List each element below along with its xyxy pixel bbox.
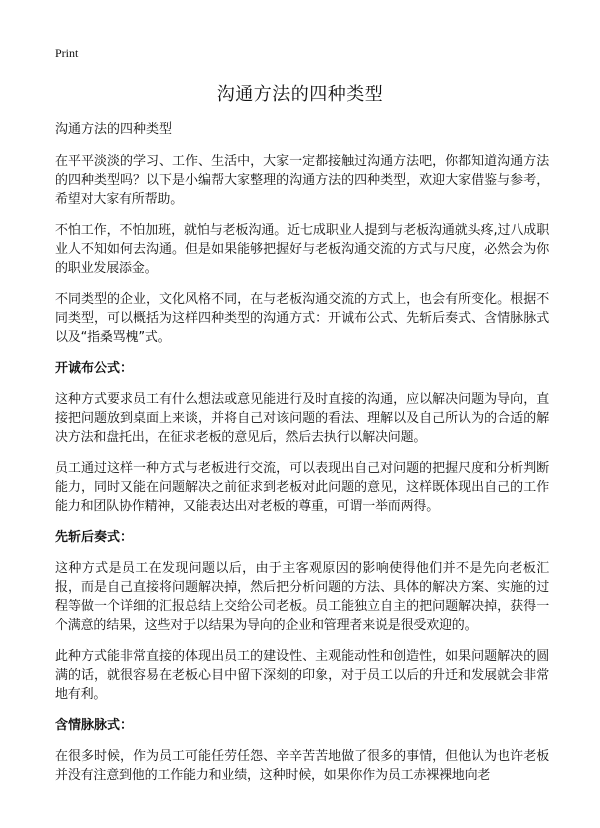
section-heading-xianzhan: 先斩后奏式： — [55, 530, 134, 545]
page-title: 沟通方法的四种类型 — [216, 84, 384, 105]
intro-paragraph-1: 在平平淡淡的学习、工作、生活中，大家一定都接触过沟通方法吧，你都知道沟通方法的四种类型吗？以下是小编帮大家整理的沟通方法的四种类型，欢迎大家借鉴与参考，希望对大家有所帮助。 — [55, 154, 549, 207]
document-subtitle: 沟通方法的四种类型 — [55, 122, 173, 137]
section-2-paragraph-1: 这种方式是员工在发现问题以后，由于主客观原因的影响使得他们并不是先向老板汇报，而是自己直接将问题解决掉，然后把分析问题的方法、具体的解决方案、实施的过程等做一个详细的汇报总结上交给公司老板。员工能独立自主的把问题解决掉，获得一个满意的结果，这些对于以结果为导向的企业和管理者来说是很受欢迎的。 — [55, 561, 549, 633]
intro-paragraph-3: 不同类型的企业，文化风格不同，在与老板沟通交流的方式上，也会有所变化。根据不同类型，可以概括为这样四种类型的沟通方式：开诚布公式、先斩后奏式、含情脉脉式以及“指桑骂槐”式。 — [55, 292, 549, 345]
section-2-paragraph-2: 此种方式能非常直接的体现出员工的建设性、主观能动性和创造性，如果问题解决的圆满的话，就很容易在老板心目中留下深刻的印象，对于员工以后的升迁和发展就会非常地有利。 — [55, 649, 549, 702]
print-link[interactable]: Print — [55, 46, 79, 60]
section-heading-hanqing: 含情脉脉式： — [55, 718, 134, 733]
intro-paragraph-2: 不怕工作，不怕加班，就怕与老板沟通。近七成职业人提到与老板沟通就头疼,过八成职业人不知如何去沟通。但是如果能够把握好与老板沟通交流的方式与尺度，必然会为你的职业发展添金。 — [55, 223, 549, 276]
section-heading-kaicheng: 开诚布公式： — [55, 361, 134, 376]
section-1-paragraph-1: 这种方式要求员工有什么想法或意见能进行及时直接的沟通，应以解决问题为导向，直接把问题放到桌面上来谈，并将自己对该问题的看法、理解以及自己所认为的合适的解决方法和盘托出，在征求老板的意见后，然后去执行以解决问题。 — [55, 392, 549, 445]
section-1-paragraph-2: 员工通过这样一种方式与老板进行交流，可以表现出自己对问题的把握尺度和分析判断能力，同时又能在问题解决之前征求到老板对此问题的意见，这样既体现出自己的工作能力和团队协作精神，又能表达出对老板的尊重，可谓一举而两得。 — [55, 461, 549, 514]
section-3-paragraph-1: 在很多时候，作为员工可能任劳任怨、辛辛苦苦地做了很多的事情，但他认为也许老板并没有注意到他的工作能力和业绩，这种时候，如果你作为员工赤裸裸地向老 — [55, 749, 549, 783]
document-body — [55, 120, 549, 797]
